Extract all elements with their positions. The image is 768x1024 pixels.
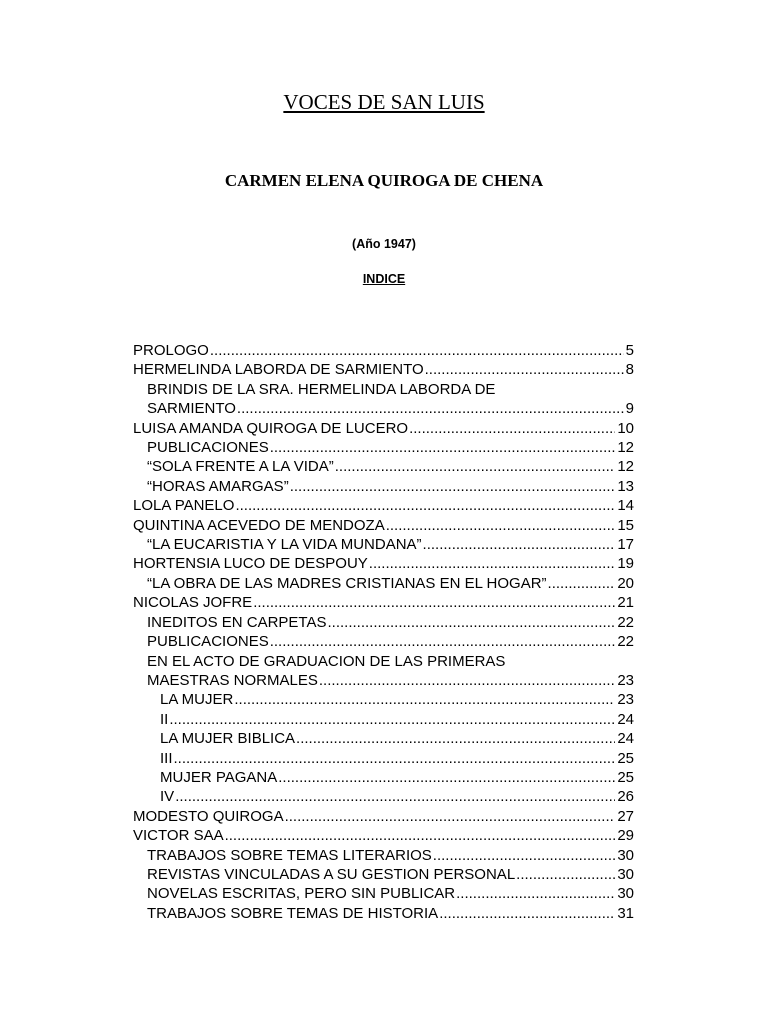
toc-page-number: 5 xyxy=(625,342,634,359)
toc-page-number: 26 xyxy=(617,788,634,806)
toc-entry-label: SARMIENTO xyxy=(147,400,236,418)
toc-page-number: 27 xyxy=(617,807,634,825)
toc-page-number: 25 xyxy=(617,768,634,786)
toc-entry-label: HORTENSIA LUCO DE DESPOUY xyxy=(133,555,368,573)
toc-entry-label: “SOLA FRENTE A LA VIDA” xyxy=(147,458,334,476)
toc-entry xyxy=(133,826,634,845)
toc-page-number: 9 xyxy=(625,400,634,418)
toc-entry xyxy=(133,710,634,729)
dot-leader xyxy=(169,710,615,729)
toc-entry-label: NOVELAS ESCRITAS, PERO SIN PUBLICAR xyxy=(147,885,456,903)
toc-page-number: 30 xyxy=(617,846,634,864)
dot-leader xyxy=(285,807,616,826)
toc-entry xyxy=(133,477,634,496)
dot-leader xyxy=(433,846,616,865)
toc-entry-label: LA MUJER BIBLICA xyxy=(160,730,296,748)
toc-page-number: 12 xyxy=(617,458,634,476)
toc-entry xyxy=(133,904,634,923)
toc-page-number: 17 xyxy=(617,536,634,554)
toc-page-number: 29 xyxy=(617,827,634,845)
toc-entry-label: PUBLICACIONES xyxy=(147,633,269,651)
toc-entry xyxy=(133,380,634,399)
toc-entry-label: VICTOR SAA xyxy=(133,827,224,845)
toc-entry-label: III xyxy=(160,749,173,767)
toc-entry xyxy=(133,554,634,573)
toc-entry-label: BRINDIS DE LA SRA. HERMELINDA LABORDA DE xyxy=(147,380,496,398)
toc-page-number: 22 xyxy=(617,613,634,631)
dot-leader xyxy=(278,768,615,787)
toc-page-number: 21 xyxy=(617,594,634,612)
toc-page-number: 30 xyxy=(617,885,634,903)
dot-leader xyxy=(253,593,615,612)
dot-leader xyxy=(296,729,615,748)
dot-leader xyxy=(290,477,616,496)
toc-entry-label: TRABAJOS SOBRE TEMAS LITERARIOS xyxy=(147,846,432,864)
toc-page-number: 22 xyxy=(617,633,634,651)
toc-entry-label: LOLA PANELO xyxy=(133,497,235,515)
toc-entry xyxy=(133,884,634,903)
toc-entry-label: INEDITOS EN CARPETAS xyxy=(147,613,327,631)
dot-leader xyxy=(335,457,616,476)
toc-entry xyxy=(133,787,634,806)
dot-leader xyxy=(270,438,616,457)
toc-entry xyxy=(133,749,634,768)
toc-page-number: 8 xyxy=(625,361,634,379)
dot-leader xyxy=(235,496,615,515)
toc-entry xyxy=(133,516,634,535)
dot-leader xyxy=(423,535,616,554)
dot-leader xyxy=(456,884,615,903)
toc-entry-label: “LA EUCARISTIA Y LA VIDA MUNDANA” xyxy=(147,536,422,554)
dot-leader xyxy=(175,787,615,806)
toc-entry xyxy=(133,496,634,515)
toc-entry xyxy=(133,457,634,476)
toc-page-number: 23 xyxy=(617,671,634,689)
dot-leader xyxy=(237,399,624,418)
toc-entry-label: PUBLICACIONES xyxy=(147,439,269,457)
toc-entry xyxy=(133,846,634,865)
dot-leader xyxy=(425,360,624,379)
toc-entry xyxy=(133,438,634,457)
publication-year: (Año 1947) xyxy=(352,237,416,251)
toc-entry xyxy=(133,419,634,438)
toc-entry xyxy=(133,593,634,612)
dot-leader xyxy=(548,574,616,593)
toc-entry xyxy=(133,865,634,884)
dot-leader xyxy=(319,671,615,690)
dot-leader xyxy=(210,341,624,360)
toc-entry xyxy=(133,535,634,554)
author-name: CARMEN ELENA QUIROGA DE CHENA xyxy=(224,171,544,190)
index-heading: INDICE xyxy=(362,272,406,286)
toc-page-number: 24 xyxy=(617,730,634,748)
dot-leader xyxy=(369,554,616,573)
toc-entry-label: EN EL ACTO DE GRADUACION DE LAS PRIMERAS xyxy=(147,652,506,670)
toc-page-number: 12 xyxy=(617,439,634,457)
toc-entry xyxy=(133,399,634,418)
toc-entry-label: REVISTAS VINCULADAS A SU GESTION PERSONAL xyxy=(147,865,516,883)
dot-leader xyxy=(327,613,615,632)
toc-entry-label: LUISA AMANDA QUIROGA DE LUCERO xyxy=(133,419,409,437)
toc-entry xyxy=(133,690,634,709)
toc-page-number: 14 xyxy=(617,497,634,515)
document-title: VOCES DE SAN LUIS xyxy=(283,90,485,114)
toc-entry-label: NICOLAS JOFRE xyxy=(133,594,253,612)
toc-page-number: 13 xyxy=(617,477,634,495)
toc-page-number: 20 xyxy=(617,574,634,592)
toc-entry-label: TRABAJOS SOBRE TEMAS DE HISTORIA xyxy=(147,904,439,922)
toc-page-number: 25 xyxy=(617,749,634,767)
toc-entry-label: II xyxy=(160,710,169,728)
toc-entry xyxy=(133,671,634,690)
toc-entry xyxy=(133,807,634,826)
dot-leader xyxy=(225,826,616,845)
toc-entry-label: HERMELINDA LABORDA DE SARMIENTO xyxy=(133,361,424,379)
toc-entry xyxy=(133,613,634,632)
dot-leader xyxy=(234,690,615,709)
toc-entry xyxy=(133,652,634,671)
dot-leader xyxy=(516,865,615,884)
toc-page-number: 10 xyxy=(617,419,634,437)
dot-leader xyxy=(409,419,615,438)
dot-leader xyxy=(439,904,615,923)
toc-entry-label: “HORAS AMARGAS” xyxy=(147,477,289,495)
toc-entry-label: PROLOGO xyxy=(133,342,209,359)
toc-entry-label: IV xyxy=(160,788,175,806)
toc-entry xyxy=(133,574,634,593)
toc-page-number: 24 xyxy=(617,710,634,728)
toc-page-number: 19 xyxy=(617,555,634,573)
toc-entry-label: “LA OBRA DE LAS MADRES CRISTIANAS EN EL HOGAR” xyxy=(147,574,547,592)
toc-entry-label: MAESTRAS NORMALES xyxy=(147,671,318,689)
toc-page-number: 23 xyxy=(617,691,634,709)
toc-page-number: 31 xyxy=(617,904,634,922)
table-of-contents xyxy=(133,341,634,923)
toc-entry-label: LA MUJER xyxy=(160,691,234,709)
dot-leader xyxy=(386,516,616,535)
toc-entry xyxy=(133,729,634,748)
toc-entry-label: QUINTINA ACEVEDO DE MENDOZA xyxy=(133,516,385,534)
toc-page-number: 15 xyxy=(617,516,634,534)
toc-entry-label: MUJER PAGANA xyxy=(160,768,278,786)
dot-leader xyxy=(174,749,616,768)
dot-leader xyxy=(270,632,616,651)
toc-page-number: 30 xyxy=(617,865,634,883)
toc-entry xyxy=(133,341,634,360)
toc-entry xyxy=(133,768,634,787)
toc-entry xyxy=(133,632,634,651)
toc-entry xyxy=(133,360,634,379)
toc-entry-label: MODESTO QUIROGA xyxy=(133,807,284,825)
